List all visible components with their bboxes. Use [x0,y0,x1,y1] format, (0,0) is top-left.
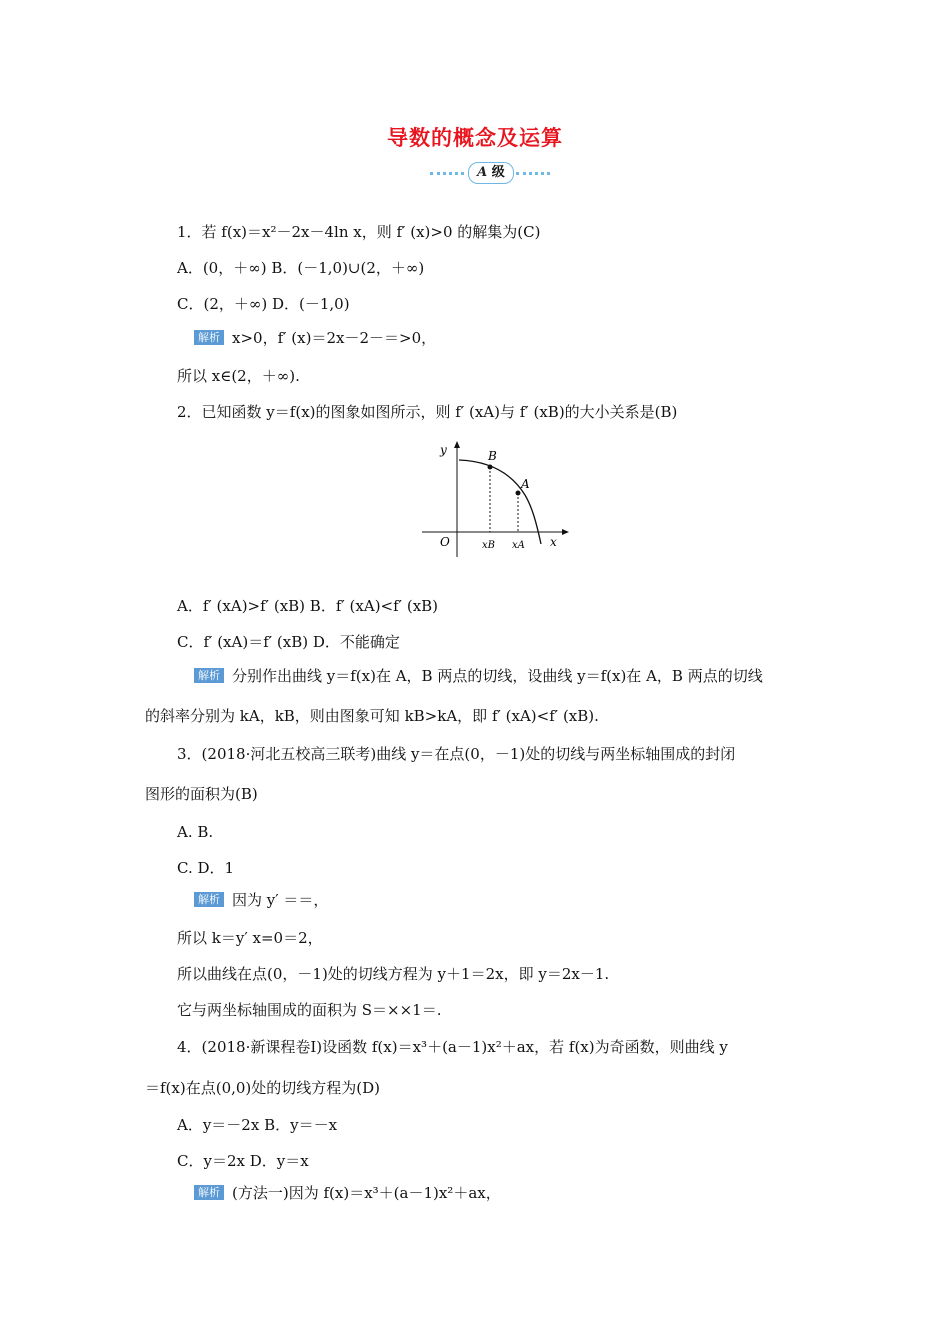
solution-3-line-3: 所以曲线在点(0，－1)处的切线方程为 y＋1＝2x，即 y＝2x－1. [177,965,610,983]
dotted-divider-right [516,172,550,175]
point-a-label: A [521,477,530,491]
solution-2-line-2: 的斜率分别为 kA，kB，则由图象可知 kB>kA，即 f′ (xA)<f′ (xB). [145,707,599,725]
level-banner [430,160,550,186]
y-axis-label: y [440,443,447,457]
solution-1-line-1: 解析 x>0，f′ (x)＝2x－2－＝>0， [194,328,436,348]
question-1-options-cd: C．(2，＋∞) D．(－1,0) [177,295,350,313]
x-axis-label: x [550,535,557,549]
question-3: 3．(2018·河北五校高三联考)曲线 y＝在点(0，－1)处的切线与两坐标轴围成的封闭 [177,745,736,763]
solution-2-line-1: 解析 分别作出曲线 y＝f(x)在 A，B 两点的切线，设曲线 y＝f(x)在 A，B 两点的切线 [194,666,763,686]
level-letter: A [477,165,488,180]
solution-4-line-1: 解析 (方法一)因为 f(x)＝x³＋(a－1)x²＋ax， [194,1183,501,1203]
question-2-options-cd: C．f′ (xA)＝f′ (xB) D．不能确定 [177,633,400,651]
question-4-options-ab: A．y＝－2x B．y＝－x [177,1116,338,1134]
question-3-line-2: 图形的面积为(B) [145,785,258,803]
question-1-options-ab: A．(0，＋∞) B．(－1,0)∪(2，＋∞) [177,259,425,277]
question-4-line-2: ＝f(x)在点(0,0)处的切线方程为(D) [145,1079,381,1097]
tick-xa-label: xA [512,540,525,551]
dotted-divider-left [430,172,464,175]
solution-1-line-2: 所以 x∈(2，＋∞). [177,367,300,385]
level-label: 级 [491,165,505,180]
question-2: 2．已知函数 y＝f(x)的图象如图所示，则 f′ (xA)与 f′ (xB)的大小关系是(B) [177,403,678,421]
origin-label: O [440,535,450,549]
question-3-options-cd: C. D．1 [177,859,235,877]
analysis-tag: 解析 [194,330,224,345]
question-1: 1．若 f(x)＝x²－2x－4ln x，则 f′ (x)>0 的解集为(C) [177,223,541,241]
question-2-options-ab: A．f′ (xA)>f′ (xB) B．f′ (xA)<f′ (xB) [177,597,439,615]
solution-3-line-4: 它与两坐标轴围成的面积为 S＝××1＝. [177,1001,442,1019]
question-4: 4．(2018·新课程卷Ⅰ)设函数 f(x)＝x³＋(a－1)x²＋ax，若 f(x)为奇函数，则曲线 y [177,1038,728,1056]
page-title: 导数的概念及运算 [387,125,563,150]
analysis-tag: 解析 [194,668,224,683]
analysis-tag: 解析 [194,1185,224,1200]
question-3-options-ab: A. B. [177,823,214,841]
tick-xb-label: xB [482,540,495,551]
solution-3-line-2: 所以 k＝y′ x=0＝2， [177,929,323,947]
level-badge [468,162,514,184]
function-graph [422,440,572,558]
solution-3-line-1: 解析 因为 y′ ＝＝， [194,890,328,910]
question-4-options-cd: C．y＝2x D．y＝x [177,1152,309,1170]
analysis-tag: 解析 [194,892,224,907]
point-b-label: B [488,449,497,463]
